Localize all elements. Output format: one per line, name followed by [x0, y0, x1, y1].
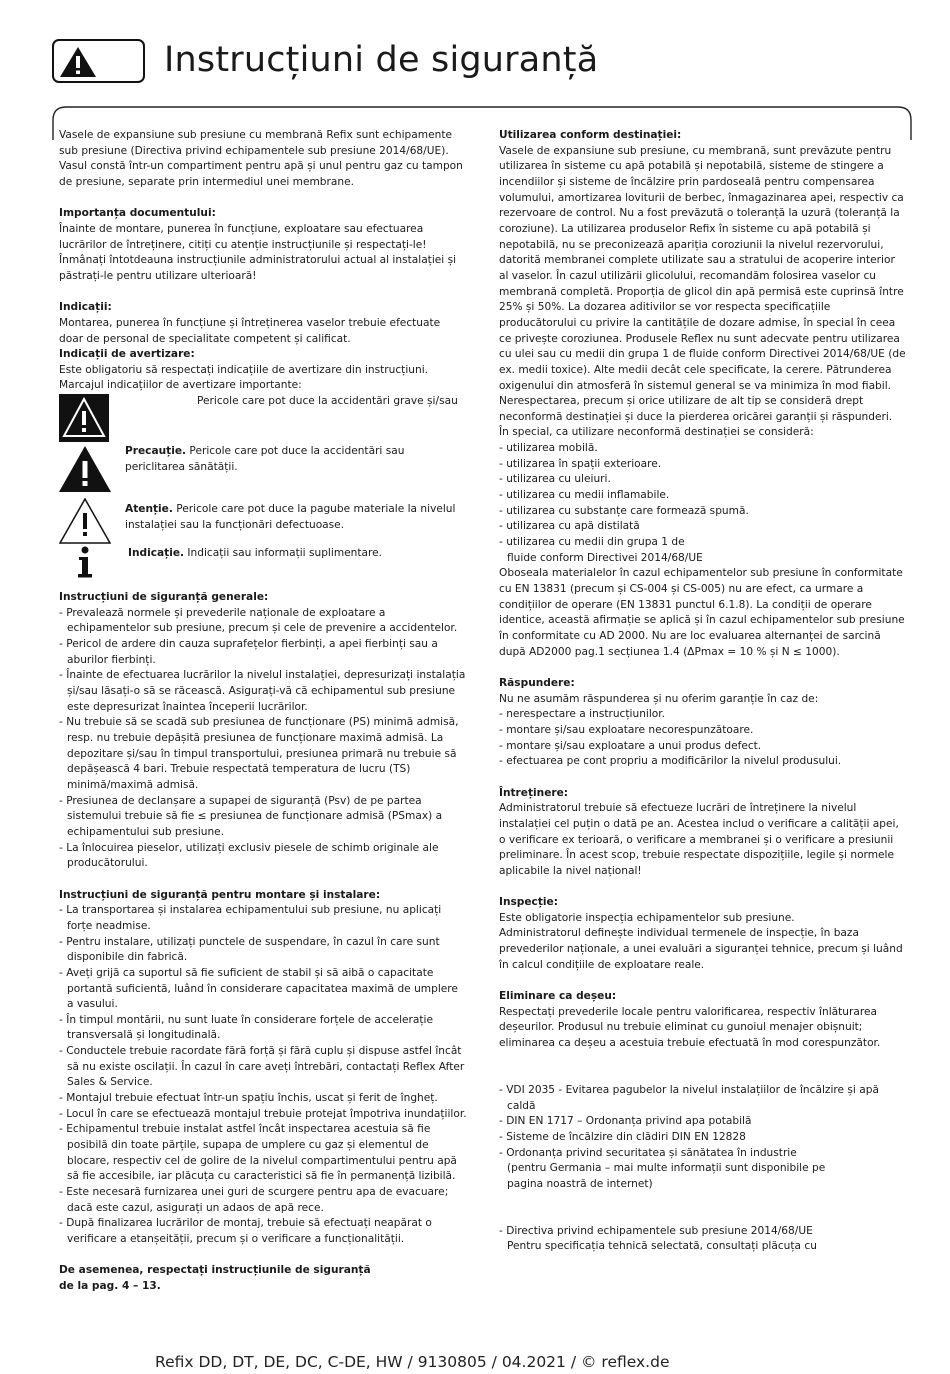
list-item: - DIN EN 1717 – Ordonanța privind apa potabilă — [499, 1115, 752, 1128]
list-item: - Este necesară furnizarea unei guri de scurgere pentru apa de evacuare; dacă este cazul, asigurați un adaos de apă rece. — [59, 1186, 449, 1214]
attention-row — [59, 502, 467, 546]
caution-label: Precauție. — [125, 445, 187, 458]
list-item: - utilizarea cu medii inflamabile. — [499, 489, 670, 502]
mounting-safety-title: Instrucțiuni de siguranță pentru montare și instalare: — [59, 888, 381, 901]
document-importance-text: Înainte de montare, punerea în funcțiune, exploatare sau efectuarea lucrărilor de întreținere, citiți cu atenție instrucțiunile și respectați-le! Înmânați întotdeauna instrucțiunile administratorului actual al instalației și păstrați-le pentru utilizare ulterioară! — [59, 222, 457, 282]
warnings-title: Indicații de avertizare: — [59, 348, 195, 361]
liability-text: Nu ne asumăm răspunderea și nu oferim garanție în caz de: — [499, 692, 819, 705]
list-item: - efectuarea pe cont propriu a modificărilor la nivelul produsului. — [499, 755, 842, 768]
list-item: - Prevalează normele și prevederile naționale de exploatare a echipamentelor sub presiune, precum și cele de prevenire a accidentelor. — [59, 606, 458, 635]
list-item: - Ordonanța privind securitatea și sănătatea în industrie (pentru Germania – mai multe informații sunt disponibile pe pagina noastră de internet) — [499, 1146, 826, 1190]
references-list-2 — [499, 1224, 907, 1255]
left-column — [59, 128, 467, 1295]
list-item: - La înlocuirea pieselor, utilizați exclusiv piesele de schimb originale ale producătorului. — [59, 841, 439, 870]
list-item: - utilizarea cu apă distilată — [499, 520, 640, 533]
list-item: - utilizarea cu medii din grupa 1 de fluide conform Directivei 2014/68/UE — [499, 536, 703, 564]
caution-description: Pericole care pot duce la accidentări sau periclitarea sănătății. — [125, 445, 405, 473]
list-item: - Directiva privind echipamentele sub presiune 2014/68/UE Pentru specificația tehnică selectată, consultați plăcuța cu — [499, 1224, 817, 1253]
right-column — [499, 128, 907, 1255]
attention-label: Atenție. — [125, 503, 173, 516]
disposal-text: Respectați prevederile locale pentru valorificarea, respectiv înlăturarea deșeurilor. Produsul nu trebuie eliminat cu gunoiul menajer obișnuit; eliminarea ca deșeu a acestuia trebuie efectuată în mod corespunzător. — [499, 1005, 881, 1049]
danger-warning-icon — [59, 394, 109, 442]
indications-text: Montarea, punerea în funcțiune și întreținerea vaselor trebuie efectuate doar de personal de specialitate competent și calificat. — [59, 316, 441, 345]
attention-warning-icon — [59, 498, 111, 544]
intro-text: Vasele de expansiune sub presiune cu membrană Refix sunt echipamente sub presiune (Directiva privind echipamentele sub presiune 2014/68/UE). Vasul constă într-un compartiment pentru apă și unul pentru gaz cu tampon de presiune, separate prin intermediul unei membrane. — [59, 129, 463, 188]
note-label: Indicație. — [128, 547, 185, 560]
list-item: - În timpul montării, nu sunt luate în considerare forțele de accelerație transversală și longitudinală. — [59, 1013, 434, 1042]
general-safety-list — [59, 606, 467, 872]
list-item: - Locul în care se efectuează montajul trebuie protejat împotriva inundațiilor. — [59, 1107, 467, 1120]
info-icon — [59, 546, 109, 580]
list-item: - Pericol de ardere din cauza suprafețelor fierbinți, a apei fierbinți sau a aburilor fierbinți. — [59, 638, 438, 666]
list-item: - Montajul trebuie efectuat într-un spațiu închis, uscat și ferit de îngheț. — [59, 1092, 438, 1105]
danger-row — [59, 394, 467, 444]
maintenance-title: Întreținere: — [499, 786, 569, 799]
intended-use-text: Vasele de expansiune sub presiune, cu membrană, sunt prevăzute pentru utilizarea în sisteme cu apă potabilă și nepotabilă, sisteme de stingere a incendiilor și sisteme de încălzire prin pardoseală pentru compensarea volumului, amortizarea loviturii de berbec, înmagazinarea apei, respectiv ca rezervoare de control. Nu a fost prevăzută o toleranță la uzură (toleranță la coroziune). La utilizarea produselor Refix în sisteme cu apă potabilă și nepotabilă, nu se preconizează apariția coroziunii la nivelul rezervorului, datorită membranei complete utilizate sau a stratului de acoperire interior al vaselor. În cazul utilizării glicolului, recomandăm folosirea vaselor cu membrană completă. Proporția de glicol din apă permisă este cuprinsă între 25% și 50%. La dozarea aditivilor se vor respecta specificațiile producătorului cu privire la cantitățile de dozare admise, în special în ceea ce privește coroziunea. Produsele Reflex nu sunt adecvate pentru utilizarea cu ulei sau cu medii din grupa 1 de fluide conform Directivei 2014/68/UE (de ex. medii toxice). Alte medii decât cele specificate, la cerere. Pătrunderea oxigenului din atmosferă în sistemul general se va minimiza în mod fiabil. Nerespectarea, precum și orice utilizare de alt tip se consideră drept neconformă destinației și duce la pierderea oricărei garanții și răspunderi. — [499, 144, 906, 423]
list-item: - Nu trebuie să se scadă sub presiunea de funcționare (PS) minimă admisă, resp. nu trebuie depășită presiunea de funcționare maximă admisă. La depozitare și/sau în timpul transportului, presiunea primară nu trebuie să depășească 4 bari. Trebuie respectată temperatura de lucru (TS) minimă/maximă admisă. — [59, 716, 459, 791]
inspection-text-1: Este obligatorie inspecția echipamentelor sub presiune. — [499, 911, 795, 924]
attention-text — [59, 502, 467, 533]
list-item: - utilizarea în spații exterioare. — [499, 457, 662, 470]
references-list — [499, 1083, 907, 1193]
list-item: - Înainte de efectuarea lucrărilor la nivelul instalației, depresurizați instalația și/sau lăsați-o să se răcească. Asigurați-vă că echipamentul sub presiune este depresurizat înaintea începerii lucrărilor. — [59, 669, 466, 713]
page-footer: Refix DD, DT, DE, DC, C-DE, HW / 9130805 / 04.2021 / © reflex.de — [155, 1353, 670, 1371]
header-warning-box — [52, 39, 145, 83]
document-importance-title: Importanța documentului: — [59, 207, 216, 220]
list-item: - Echipamentul trebuie instalat astfel încât inspectarea acestuia să fie posibilă din toate părțile, supapa de umplere cu gaz și elementul de blocare, respectiv cel de golire de la nivelul compartimentului pentru apă să fie accesibile, iar plăcuța cu caracteristici să fie în permanență lizibilă. — [59, 1123, 457, 1183]
list-item: - Pentru instalare, utilizați punctele de suspendare, în cazul în care sunt disponibile din fabrică. — [59, 935, 440, 964]
mounting-safety-list — [59, 903, 467, 1247]
closing-note: De asemenea, respectați instrucțiunile de siguranță de la pag. 4 – 13. — [59, 1264, 371, 1292]
note-description: Indicații sau informații suplimentare. — [184, 547, 383, 560]
liability-title: Răspundere: — [499, 676, 575, 689]
inspection-text-2: Administratorul definește individual termenele de inspecție, în baza prevederilor naționale, a unei evaluări a siguranței tehnice, precum și luând în calcul condițiile de exploatare reale. — [499, 927, 903, 971]
list-item: - montare și/sau exploatare necorespunzătoare. — [499, 723, 754, 736]
list-item: - utilizarea cu uleiuri. — [499, 473, 611, 486]
material-fatigue-text: Oboseala materialelor în cazul echipamentelor sub presiune în conformitate cu EN 13831 (precum și CS-004 și CS-005) nu are efect, ca urmare a condițiilor de operare (EN 13831 punctul 6.1.8). La condiții de operare identice, această afirmație se aplică și în cazul echipamentelor sub presiune în conformitate cu AD 2000. Nu are loc evaluarea alternanței de sarcină după AD2000 pag.1 secțiunea 1.4 (ΔPmax = 10 % și N ≤ 1000). — [499, 567, 905, 658]
list-item: - După finalizarea lucrărilor de montaj, trebuie să efectuați neapărat o verificare a etanșeității, precum și o verificare a funcționalității. — [59, 1217, 432, 1246]
list-item: - Conductele trebuie racordate fără forță și fără cuplu și dispuse astfel încât să nu existe oscilații. În cazul în care aveți întrebări, contactați Reflex After Sales & Service. — [59, 1045, 465, 1089]
indications-title: Indicații: — [59, 301, 112, 314]
caution-warning-icon — [59, 446, 111, 492]
caution-text — [59, 444, 467, 475]
disposal-title: Eliminare ca deșeu: — [499, 990, 617, 1003]
list-item: - nerespectare a instrucțiunilor. — [499, 708, 666, 721]
maintenance-text: Administratorul trebuie să efectueze lucrări de întreținere la nivelul instalației cel puțin o dată pe an. Acestea includ o verificare a calității apei, o verificare ex terioară, o verificare a membranei și o verificare a presiunii preliminare. În acest scop, trebuie respectate dispozițiile, legile și normele aplicabile la nivel național! — [499, 802, 899, 877]
attention-description: Pericole care pot duce la pagube materiale la nivelul instalației sau la funcționări defectuoase. — [125, 503, 456, 531]
inspection-title: Inspecție: — [499, 896, 558, 909]
general-safety-title: Instrucțiuni de siguranță generale: — [59, 591, 269, 604]
danger-text: Pericole care pot duce la accidentări grave și/sau — [197, 395, 458, 408]
note-row — [59, 546, 467, 590]
list-item: - La transportarea și instalarea echipamentului sub presiune, nu aplicați forțe neadmise. — [59, 904, 442, 932]
list-item: - Presiunea de declanșare a supapei de siguranță (Psv) de pe partea sistemului trebuie să fie ≤ presiunea de funcționare admisă (PSmax) a echipamentului sub presiune. — [59, 794, 443, 838]
intended-use-title: Utilizarea conform destinației: — [499, 129, 682, 141]
note-text — [59, 546, 467, 562]
improper-use-list — [499, 441, 907, 566]
warnings-text: Este obligatoriu să respectați indicațiile de avertizare din instrucțiuni. Marcajul indicațiilor de avertizare importante: — [59, 363, 429, 392]
improper-use-intro: În special, ca utilizare neconformă destinației se consideră: — [499, 426, 814, 439]
list-item: - Aveți grijă ca suportul să fie suficient de stabil și să aibă o capacitate portantă suficientă, luând în considerare capacitatea maximă de umplere a vasului. — [59, 966, 458, 1011]
warning-triangle-icon — [58, 45, 98, 79]
list-item: - utilizarea cu substanțe care formează spumă. — [499, 504, 749, 517]
list-item: - utilizarea mobilă. — [499, 442, 598, 455]
list-item: - Sisteme de încălzire din clădiri DIN EN 12828 — [499, 1130, 746, 1143]
page-title: Instrucțiuni de siguranță — [164, 40, 599, 80]
liability-list — [499, 707, 907, 770]
caution-row — [59, 444, 467, 502]
list-item: - montare și/sau exploatare a unui produs defect. — [499, 739, 762, 752]
list-item: - VDI 2035 - Evitarea pagubelor la nivelul instalațiilor de încălzire și apă caldă — [499, 1083, 879, 1112]
